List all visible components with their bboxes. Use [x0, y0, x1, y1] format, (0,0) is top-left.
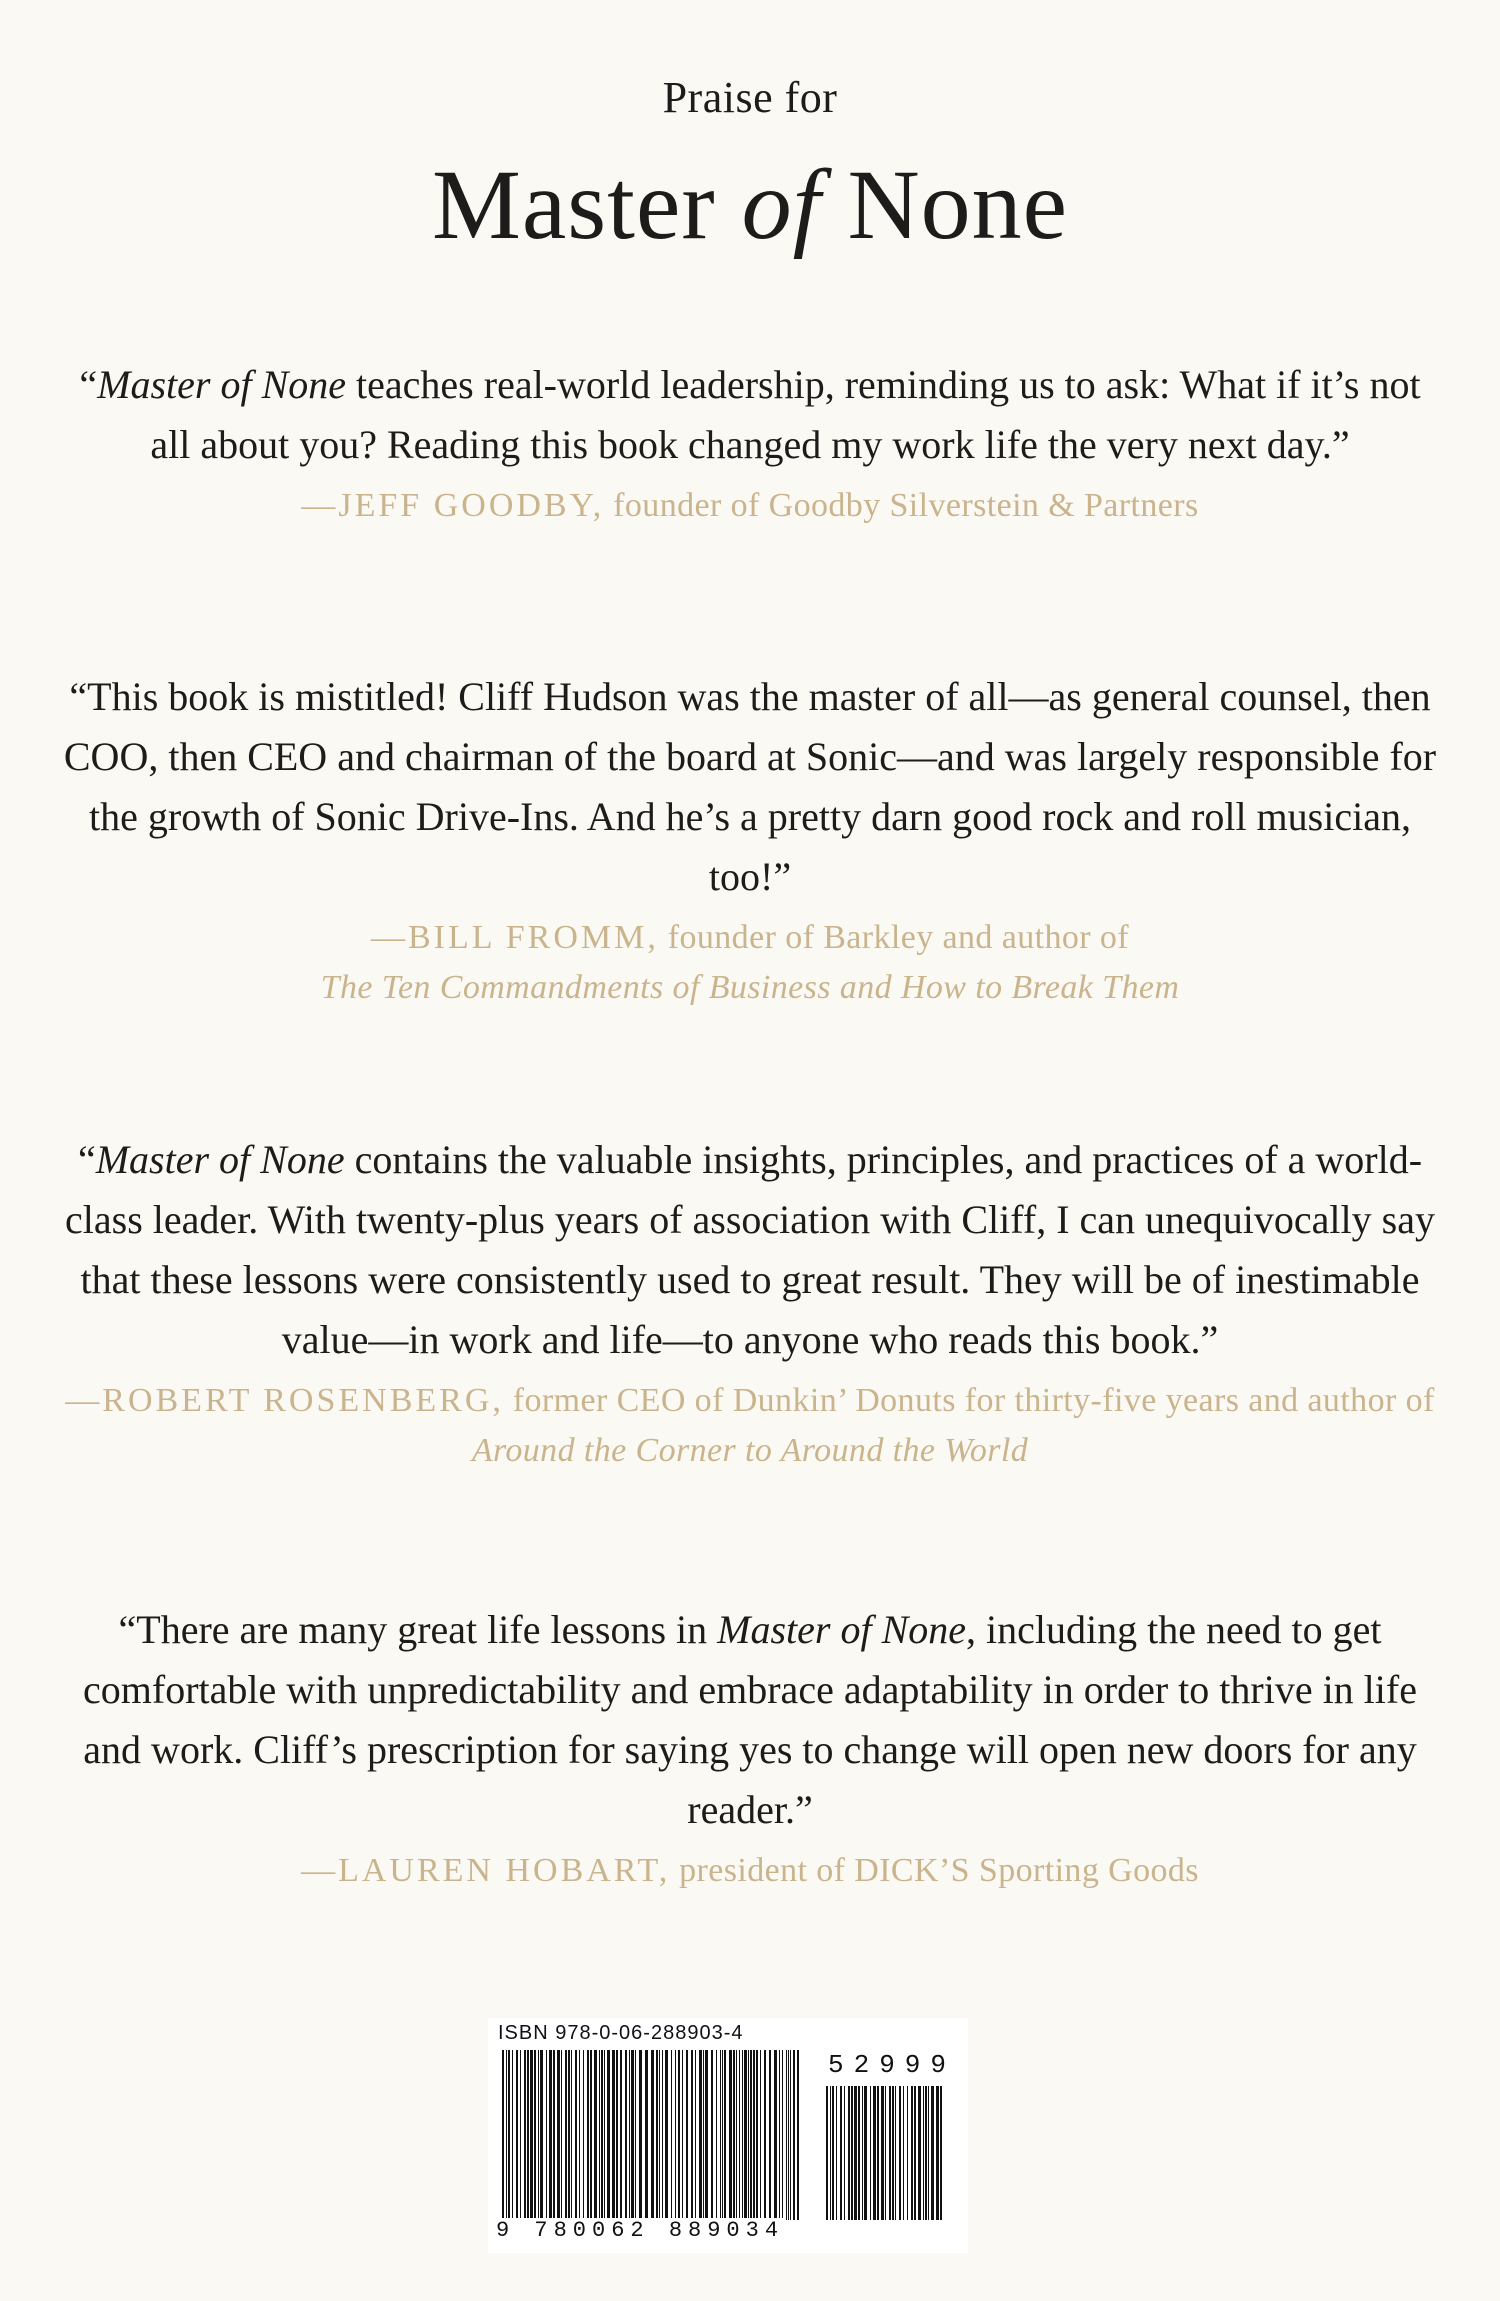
barcode-bar — [936, 2086, 939, 2220]
barcode-bar — [903, 2086, 904, 2220]
barcode-bar — [583, 2050, 584, 2220]
barcode-bar — [620, 2050, 622, 2220]
barcode-bar — [571, 2050, 572, 2220]
barcode-bar — [840, 2086, 842, 2220]
barcode-bar — [561, 2050, 562, 2220]
barcode-bar — [832, 2086, 834, 2220]
barcode-bar — [870, 2086, 871, 2220]
barcode-bar — [923, 2086, 924, 2220]
barcode-bar — [790, 2050, 791, 2220]
barcode-bar — [534, 2050, 536, 2220]
barcode-bar — [616, 2050, 618, 2220]
attribution-book: The Ten Commandments of Business and How to Break Them — [320, 969, 1180, 1006]
barcode-bar — [711, 2050, 713, 2220]
blurb-attribution — [60, 1376, 1440, 1476]
barcode-bar — [512, 2050, 513, 2220]
blurb-rosenberg — [60, 1130, 1440, 1476]
barcode-bar — [516, 2050, 518, 2220]
barcode-bar — [864, 2086, 867, 2220]
barcode-bar — [720, 2050, 721, 2220]
barcode-bar — [699, 2050, 702, 2220]
barcode-bar — [918, 2086, 921, 2220]
blurb-quote: “Master of None contains the valuable insights, principles, and practices of a world-class leader. With twenty-plus years of association with Cliff, I can unequivocally say that these lessons were consistently used to great result. They will be of inestimable value—in work and life—to anyone who reads this book.” — [65, 1137, 1435, 1362]
barcode-bar — [520, 2050, 521, 2220]
price-barcode-bars — [826, 2086, 956, 2220]
barcode-bar — [881, 2086, 884, 2220]
barcode-bar — [671, 2050, 672, 2220]
barcode-bar — [779, 2050, 780, 2220]
barcode-bar — [565, 2050, 567, 2220]
barcode-bar — [830, 2086, 831, 2220]
book-title — [0, 150, 1500, 260]
barcode-bar — [793, 2050, 795, 2220]
barcode-bar — [538, 2050, 539, 2220]
barcode-bar — [925, 2086, 927, 2220]
barcode-bar — [695, 2050, 696, 2220]
barcode-bar — [911, 2086, 913, 2220]
barcode-bar — [750, 2050, 752, 2220]
barcode-bar — [659, 2050, 660, 2220]
barcode-bar — [889, 2086, 891, 2220]
title-part-1: Master — [431, 149, 742, 260]
barcode-bar — [508, 2050, 510, 2220]
barcode-bar — [797, 2050, 799, 2220]
barcode-bar — [788, 2050, 789, 2220]
attribution-name: —JEFF GOODBY, — [301, 487, 605, 524]
blurb-fromm — [60, 667, 1440, 1013]
barcode-bar — [656, 2050, 658, 2220]
barcode-bar — [568, 2050, 570, 2220]
ean-digits: 9 780062 889034 — [496, 2218, 785, 2243]
blurb-attribution — [60, 1846, 1440, 1896]
barcode-bar — [546, 2050, 547, 2220]
barcode-bar — [575, 2050, 577, 2220]
barcode-bar — [675, 2050, 676, 2220]
blurb-quote: “There are many great life lessons in Master of None, including the need to get comfortable with unpredictability and embrace adaptability in order to thrive in life and work. Cliff’s prescription for saying yes to change will open new doors for any reader.” — [83, 1607, 1417, 1832]
barcode-bar — [530, 2050, 533, 2220]
barcode-bar — [607, 2050, 610, 2220]
blurb-hobart — [60, 1600, 1440, 1896]
price-code: 52999 — [828, 2050, 957, 2080]
barcode-bar — [914, 2086, 916, 2220]
barcode-bar — [645, 2050, 648, 2220]
barcode-bar — [724, 2050, 726, 2220]
barcode-bar — [599, 2050, 600, 2220]
barcode-bar — [527, 2050, 529, 2220]
barcode-bar — [524, 2050, 526, 2220]
barcode-bar — [590, 2050, 592, 2220]
attribution-name: —LAUREN HOBART, — [301, 1852, 671, 1889]
barcode-bar — [604, 2050, 605, 2220]
barcode-bar — [782, 2050, 783, 2220]
barcode-bar — [540, 2050, 543, 2220]
barcode-bar — [774, 2050, 777, 2220]
barcode-bar — [705, 2050, 708, 2220]
barcode-bar — [940, 2086, 942, 2220]
barcode-bar — [625, 2050, 627, 2220]
barcode-bar — [703, 2050, 704, 2220]
quote-book-title: Master of None — [95, 1137, 345, 1182]
attribution-role: president of DICK’S Sporting Goods — [670, 1852, 1199, 1889]
barcode-bar — [848, 2086, 850, 2220]
barcode-bar — [931, 2086, 934, 2220]
barcode-bar — [928, 2086, 929, 2220]
blurb-attribution — [60, 913, 1440, 1013]
barcode-bar — [736, 2050, 737, 2220]
barcode-bar — [877, 2086, 879, 2220]
barcode-bar — [651, 2050, 654, 2220]
barcode-bar — [612, 2050, 615, 2220]
barcode-bar — [557, 2050, 560, 2220]
barcode-bar — [594, 2050, 597, 2220]
barcode-bar — [678, 2050, 680, 2220]
barcode-bar — [769, 2050, 771, 2220]
isbn-barcode — [488, 2018, 968, 2253]
barcode-bar — [587, 2050, 589, 2220]
barcode-bar — [885, 2086, 886, 2220]
attribution-role: founder of Barkley and author of — [658, 919, 1130, 956]
barcode-bar — [739, 2050, 740, 2220]
title-of: of — [741, 149, 822, 260]
barcode-bar — [665, 2050, 668, 2220]
blurb-quote: “This book is mistitled! Cliff Hudson was the master of all—as general counsel, then COO, then CEO and chairman of the board at Sonic—and was largely responsible for the growth of Sonic Drive-Ins. And he’s a pretty darn good rock and roll musician, too!” — [63, 674, 1437, 899]
barcode-bar — [729, 2050, 732, 2220]
ean-barcode-bars — [502, 2050, 812, 2220]
barcode-bar — [858, 2086, 860, 2220]
barcode-bar — [756, 2050, 758, 2220]
barcode-bar — [854, 2086, 857, 2220]
attribution-name: —ROBERT ROSENBERG, — [65, 1382, 504, 1419]
barcode-bar — [722, 2050, 723, 2220]
barcode-bar — [862, 2086, 863, 2220]
blurb-quote: “Master of None teaches real-world leadership, reminding us to ask: What if it’s not all about you? Reading this book changed my work life the very next day.” — [79, 362, 1421, 467]
attribution-book: Around the Corner to Around the World — [471, 1432, 1029, 1469]
barcode-bar — [899, 2086, 901, 2220]
barcode-bar — [601, 2050, 603, 2220]
barcode-bar — [553, 2050, 555, 2220]
barcode-bar — [826, 2086, 828, 2220]
isbn-number: ISBN 978-0-06-288903-4 — [498, 2022, 744, 2044]
barcode-bar — [639, 2050, 642, 2220]
barcode-bar — [742, 2050, 743, 2220]
barcode-bar — [635, 2050, 636, 2220]
attribution-role: founder of Goodby Silverstein & Partners — [604, 487, 1199, 524]
barcode-bar — [786, 2050, 787, 2220]
barcode-bar — [502, 2050, 504, 2220]
barcode-bar — [716, 2050, 717, 2220]
barcode-bar — [851, 2086, 853, 2220]
barcode-bar — [873, 2086, 876, 2220]
barcode-bar — [691, 2050, 693, 2220]
quote-book-title: Master of None — [97, 362, 347, 407]
barcode-bar — [836, 2086, 837, 2220]
blurb-attribution — [60, 481, 1440, 531]
barcode-bar — [764, 2050, 766, 2220]
blurb-goodby — [60, 355, 1440, 531]
barcode-bar — [506, 2050, 507, 2220]
barcode-bar — [686, 2050, 688, 2220]
title-part-2: None — [821, 149, 1069, 260]
barcode-bar — [748, 2050, 749, 2220]
barcode-bar — [629, 2050, 630, 2220]
barcode-bar — [895, 2086, 896, 2220]
barcode-bar — [744, 2050, 747, 2220]
barcode-bar — [631, 2050, 634, 2220]
barcode-bar — [760, 2050, 761, 2220]
barcode-bar — [682, 2050, 683, 2220]
barcode-bar — [579, 2050, 580, 2220]
quote-book-title: Master of None — [717, 1607, 967, 1652]
barcode-bar — [753, 2050, 755, 2220]
attribution-name: —BILL FROMM, — [370, 919, 659, 956]
praise-for-label: Praise for — [662, 73, 838, 122]
barcode-bar — [549, 2050, 552, 2220]
attribution-role: former CEO of Dunkin’ Donuts for thirty-five years and author of — [503, 1382, 1435, 1419]
barcode-bar — [907, 2086, 908, 2220]
barcode-bar — [892, 2086, 894, 2220]
barcode-bar — [662, 2050, 663, 2220]
barcode-bar — [733, 2050, 735, 2220]
barcode-bar — [844, 2086, 845, 2220]
